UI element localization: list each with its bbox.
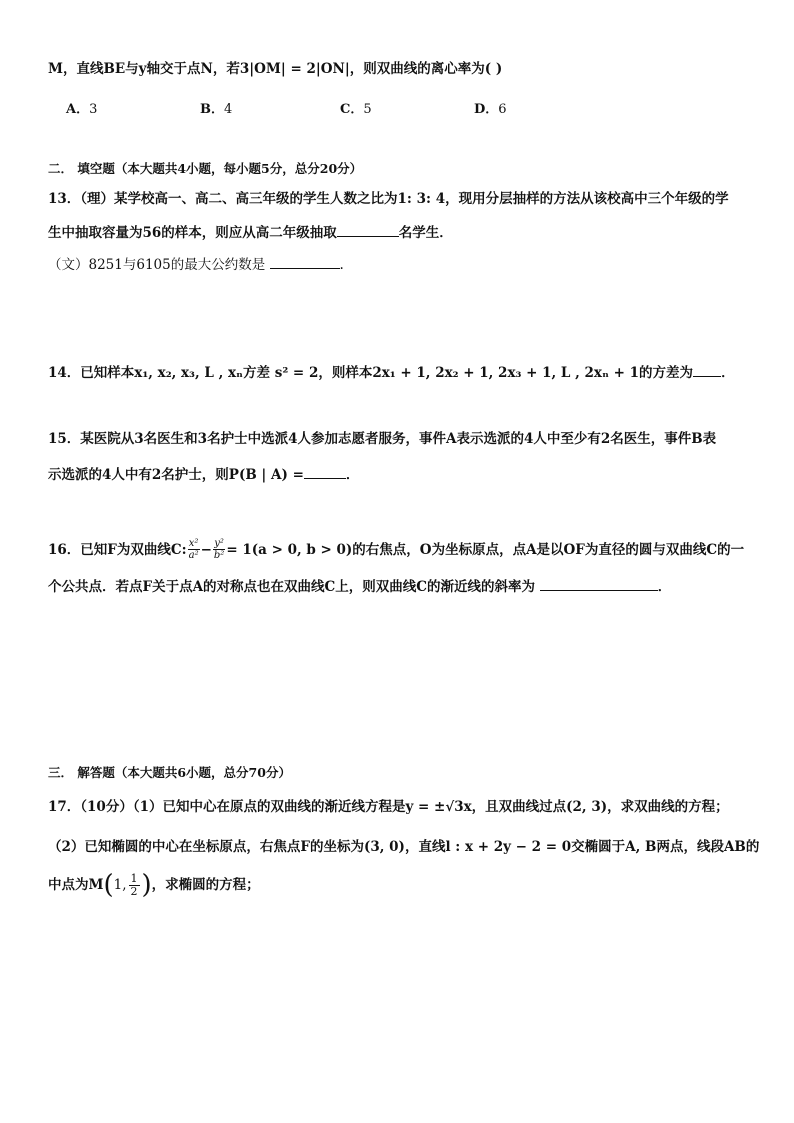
q15-line-2 bbox=[48, 464, 359, 484]
q15-period: ． bbox=[345, 467, 360, 483]
q12-option-a bbox=[66, 98, 97, 117]
fraction-denominator: a² bbox=[188, 550, 199, 561]
q15-line-2-text: 示选派的4人中有2名护士，则P(B | A) = bbox=[48, 467, 304, 483]
section-3-header: 三． 解答题（本大题共6小题，总分70分） bbox=[48, 765, 291, 780]
fraction-numerator: y² bbox=[214, 538, 224, 549]
option-key: A． bbox=[66, 102, 90, 117]
option-value: 4 bbox=[224, 102, 233, 117]
q16-answer-blank[interactable] bbox=[540, 576, 658, 591]
q16-line-2-text: 个公共点．若点F关于点A的对称点也在双曲线C上，则双曲线C的渐近线的斜率为 bbox=[48, 579, 536, 595]
q14-answer-blank[interactable] bbox=[693, 362, 721, 377]
q14-period: ． bbox=[721, 365, 735, 381]
right-paren: ) bbox=[141, 870, 152, 900]
option-key: B． bbox=[200, 102, 224, 117]
q17-line-3 bbox=[48, 872, 260, 898]
q16-minus: − bbox=[200, 541, 212, 558]
option-value: 5 bbox=[363, 102, 372, 117]
option-key: D． bbox=[474, 102, 499, 117]
q12-option-b bbox=[200, 98, 232, 117]
q14-text: 14．已知样本x₁, x₂, x₃, L , xₙ方差 s² = 2，则样本2x₁ + 1, 2x₂ + 1, 2x₃ + 1, L , 2xₙ + 1的方差为 bbox=[48, 365, 694, 381]
q12-option-c bbox=[340, 98, 372, 117]
q17-frac-whole: 1, bbox=[113, 877, 127, 893]
q16-line-1-end: = 1(a > 0, b > 0)的右焦点，O为坐标原点，点A是以OF为直径的圆与双曲线C的一 bbox=[226, 541, 745, 558]
q16-fraction-x bbox=[188, 538, 200, 561]
q15-answer-blank[interactable] bbox=[304, 464, 346, 479]
fraction-numerator: x² bbox=[188, 538, 199, 549]
q13-wen-answer-blank[interactable] bbox=[270, 254, 340, 269]
q13-line-1: 13．（理）某学校高一、高二、高三年级的学生人数之比为1: 3: 4，现用分层抽样的方法从该校高中三个年级的学 bbox=[48, 191, 729, 207]
fraction-numerator: 1 bbox=[130, 871, 138, 885]
q17-line-3-end: ，求椭圆的方程； bbox=[151, 877, 260, 893]
fraction-denominator: b² bbox=[213, 550, 225, 561]
q16-line-1-start: 16．已知F为双曲线C: bbox=[48, 541, 187, 558]
q13-wen-text: （文）8251与6105的最大公约数是 bbox=[48, 257, 266, 273]
q16-period: ． bbox=[657, 579, 672, 595]
q13-answer-blank[interactable] bbox=[337, 222, 399, 237]
q12-option-d bbox=[474, 98, 507, 117]
q17-line-2: （2）已知椭圆的中心在坐标原点，右焦点F的坐标为(3, 0)，直线l : x + 2y − 2 = 0交椭圆于A, B两点，线段AB的 bbox=[48, 839, 760, 855]
q17-line-1: 17．（10分）（1）已知中心在原点的双曲线的渐近线方程是y = ±√3x，且双曲线过点(2, 3)，求双曲线的方程； bbox=[48, 799, 729, 815]
q16-line-1 bbox=[48, 538, 744, 561]
q12-tail-text: M，直线BE与y轴交于点N，若3|OM| = 2|ON|，则双曲线的离心率为( ) bbox=[48, 61, 503, 77]
q13-line-2-end: 名学生． bbox=[398, 225, 453, 241]
q16-line-2 bbox=[48, 576, 671, 596]
left-paren: ( bbox=[103, 870, 114, 900]
option-value: 6 bbox=[498, 102, 507, 117]
q17-fraction bbox=[129, 873, 140, 898]
q16-fraction-y bbox=[213, 538, 225, 561]
option-key: C． bbox=[340, 102, 364, 117]
fraction-denominator: 2 bbox=[130, 884, 138, 898]
q13-wen-period: . bbox=[339, 257, 344, 273]
q17-line-3-start: 中点为M bbox=[48, 877, 104, 893]
q13-wen-line bbox=[48, 254, 344, 274]
option-value: 3 bbox=[89, 102, 98, 117]
q13-line-2 bbox=[48, 222, 453, 242]
q14-line bbox=[48, 362, 735, 382]
q15-line-1: 15．某医院从3名医生和3名护士中选派4人参加志愿者服务，事件A表示选派的4人中至少有2名医生，事件B表 bbox=[48, 431, 717, 447]
section-2-header: 二． 填空题（本大题共4小题，每小题5分，总分20分） bbox=[48, 161, 363, 176]
q13-line-2-text: 生中抽取容量为56的样本，则应从高二年级抽取 bbox=[48, 225, 337, 241]
